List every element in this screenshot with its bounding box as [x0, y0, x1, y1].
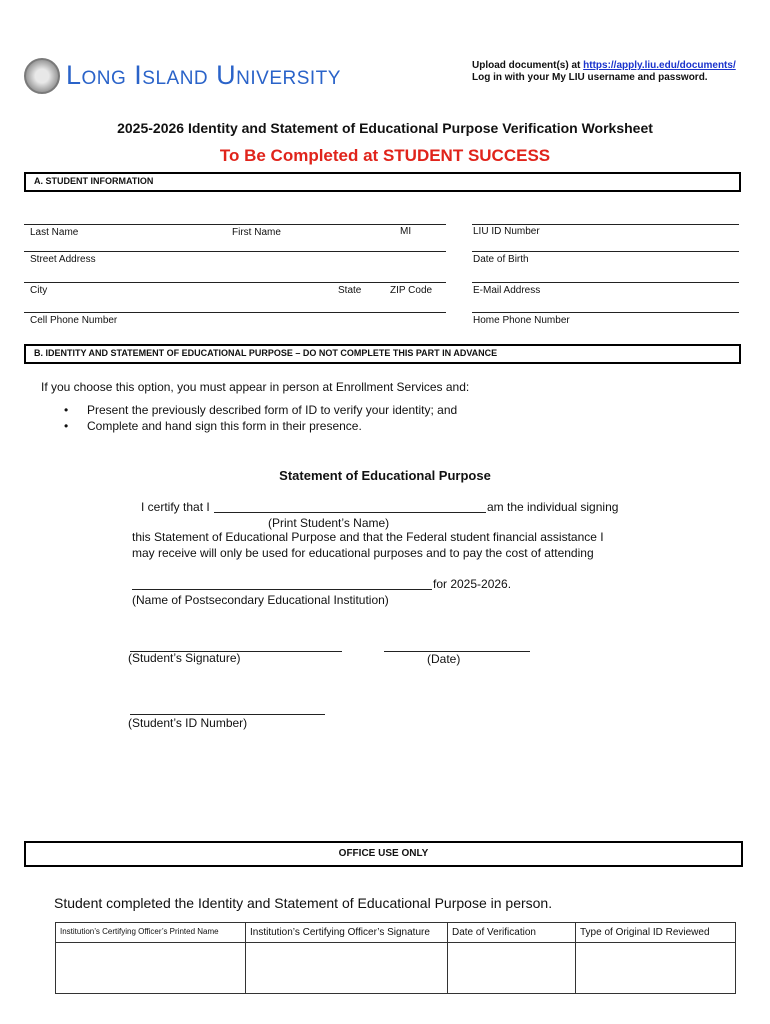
statement-line-2: this Statement of Educational Purpose and that the Federal student financial assistance I [132, 530, 604, 544]
bullet-icon: • [64, 419, 69, 433]
street-address-label: Street Address [30, 254, 96, 265]
section-b-header [24, 344, 741, 364]
email-field-line[interactable] [472, 282, 739, 283]
bullet-item-2: Complete and hand sign this form in their presence. [87, 419, 362, 433]
signature-caption: (Student’s Signature) [128, 651, 241, 665]
liu-id-label: LIU ID Number [473, 226, 540, 237]
liu-id-field-line[interactable] [472, 224, 739, 225]
section-b-label: B. IDENTITY AND STATEMENT OF EDUCATIONAL PURPOSE – DO NOT COMPLETE THIS PART IN ADVANCE [34, 348, 498, 358]
upload-link[interactable]: https://apply.liu.edu/documents/ [583, 60, 736, 71]
upload-instructions [472, 60, 736, 84]
print-name-caption: (Print Student’s Name) [268, 516, 390, 530]
date-of-verification-header: Date of Verification [448, 923, 576, 943]
certify-prefix: I certify that I [141, 500, 210, 514]
officer-signature-header: Institution’s Certifying Officer’s Signature [246, 923, 448, 943]
id-type-reviewed-cell[interactable] [576, 943, 736, 994]
email-address-label: E-Mail Address [473, 285, 541, 296]
bullet-icon: • [64, 403, 69, 417]
section-a-label: A. STUDENT INFORMATION [34, 176, 154, 186]
zip-code-label: ZIP Code [390, 285, 433, 296]
upload-prefix: Upload document(s) at [472, 60, 584, 71]
cell-phone-label: Cell Phone Number [30, 315, 118, 326]
first-name-label: First Name [232, 227, 281, 238]
statement-title: Statement of Educational Purpose [279, 468, 491, 483]
cell-phone-field-line[interactable] [24, 312, 446, 313]
date-caption: (Date) [427, 652, 461, 666]
student-name-field-line[interactable] [214, 512, 486, 513]
street-field-line[interactable] [24, 251, 446, 252]
last-name-label: Last Name [30, 227, 79, 238]
officer-signature-cell[interactable] [246, 943, 448, 994]
dob-field-line[interactable] [472, 251, 739, 252]
university-logo-text: Long Island University [66, 60, 341, 90]
city-label: City [30, 285, 48, 296]
mi-label: MI [400, 226, 412, 237]
login-note: Log in with your My LIU username and password. [472, 72, 708, 83]
date-of-verification-cell[interactable] [448, 943, 576, 994]
for-year-text: for 2025-2026. [433, 577, 512, 591]
statement-line-3: may receive will only be used for educational purposes and to pay the cost of attending [132, 546, 594, 560]
date-of-birth-label: Date of Birth [473, 254, 529, 265]
section-a-header [24, 172, 741, 192]
bullet-item-1: Present the previously described form of ID to verify your identity; and [87, 403, 458, 417]
officer-printed-name-header: Institution’s Certifying Officer’s Printed Name [56, 923, 246, 943]
table-row [56, 943, 736, 994]
table-header-row [56, 923, 736, 943]
name-field-line[interactable] [24, 224, 446, 225]
section-b-intro: If you choose this option, you must appear in person at Enrollment Services and: [41, 380, 470, 394]
city-field-line[interactable] [24, 282, 446, 283]
student-id-caption: (Student’s ID Number) [128, 716, 248, 730]
home-phone-label: Home Phone Number [473, 315, 570, 326]
page-subtitle: To Be Completed at STUDENT SUCCESS [219, 146, 551, 165]
office-use-label: OFFICE USE ONLY [338, 848, 429, 859]
institution-caption: (Name of Postsecondary Educational Institution) [132, 593, 389, 607]
state-label: State [338, 285, 362, 296]
id-type-reviewed-header: Type of Original ID Reviewed [576, 923, 736, 943]
completed-in-person-text: Student completed the Identity and Statement of Educational Purpose in person. [54, 895, 553, 911]
office-use-header [24, 841, 743, 867]
university-seal-logo [24, 58, 60, 94]
page-title: 2025-2026 Identity and Statement of Educational Purpose Verification Worksheet [117, 120, 653, 136]
officer-printed-name-cell[interactable] [56, 943, 246, 994]
officer-verification-table [55, 922, 736, 994]
home-phone-field-line[interactable] [472, 312, 739, 313]
institution-name-field-line[interactable] [132, 589, 432, 590]
certify-suffix: am the individual signing [487, 500, 619, 514]
